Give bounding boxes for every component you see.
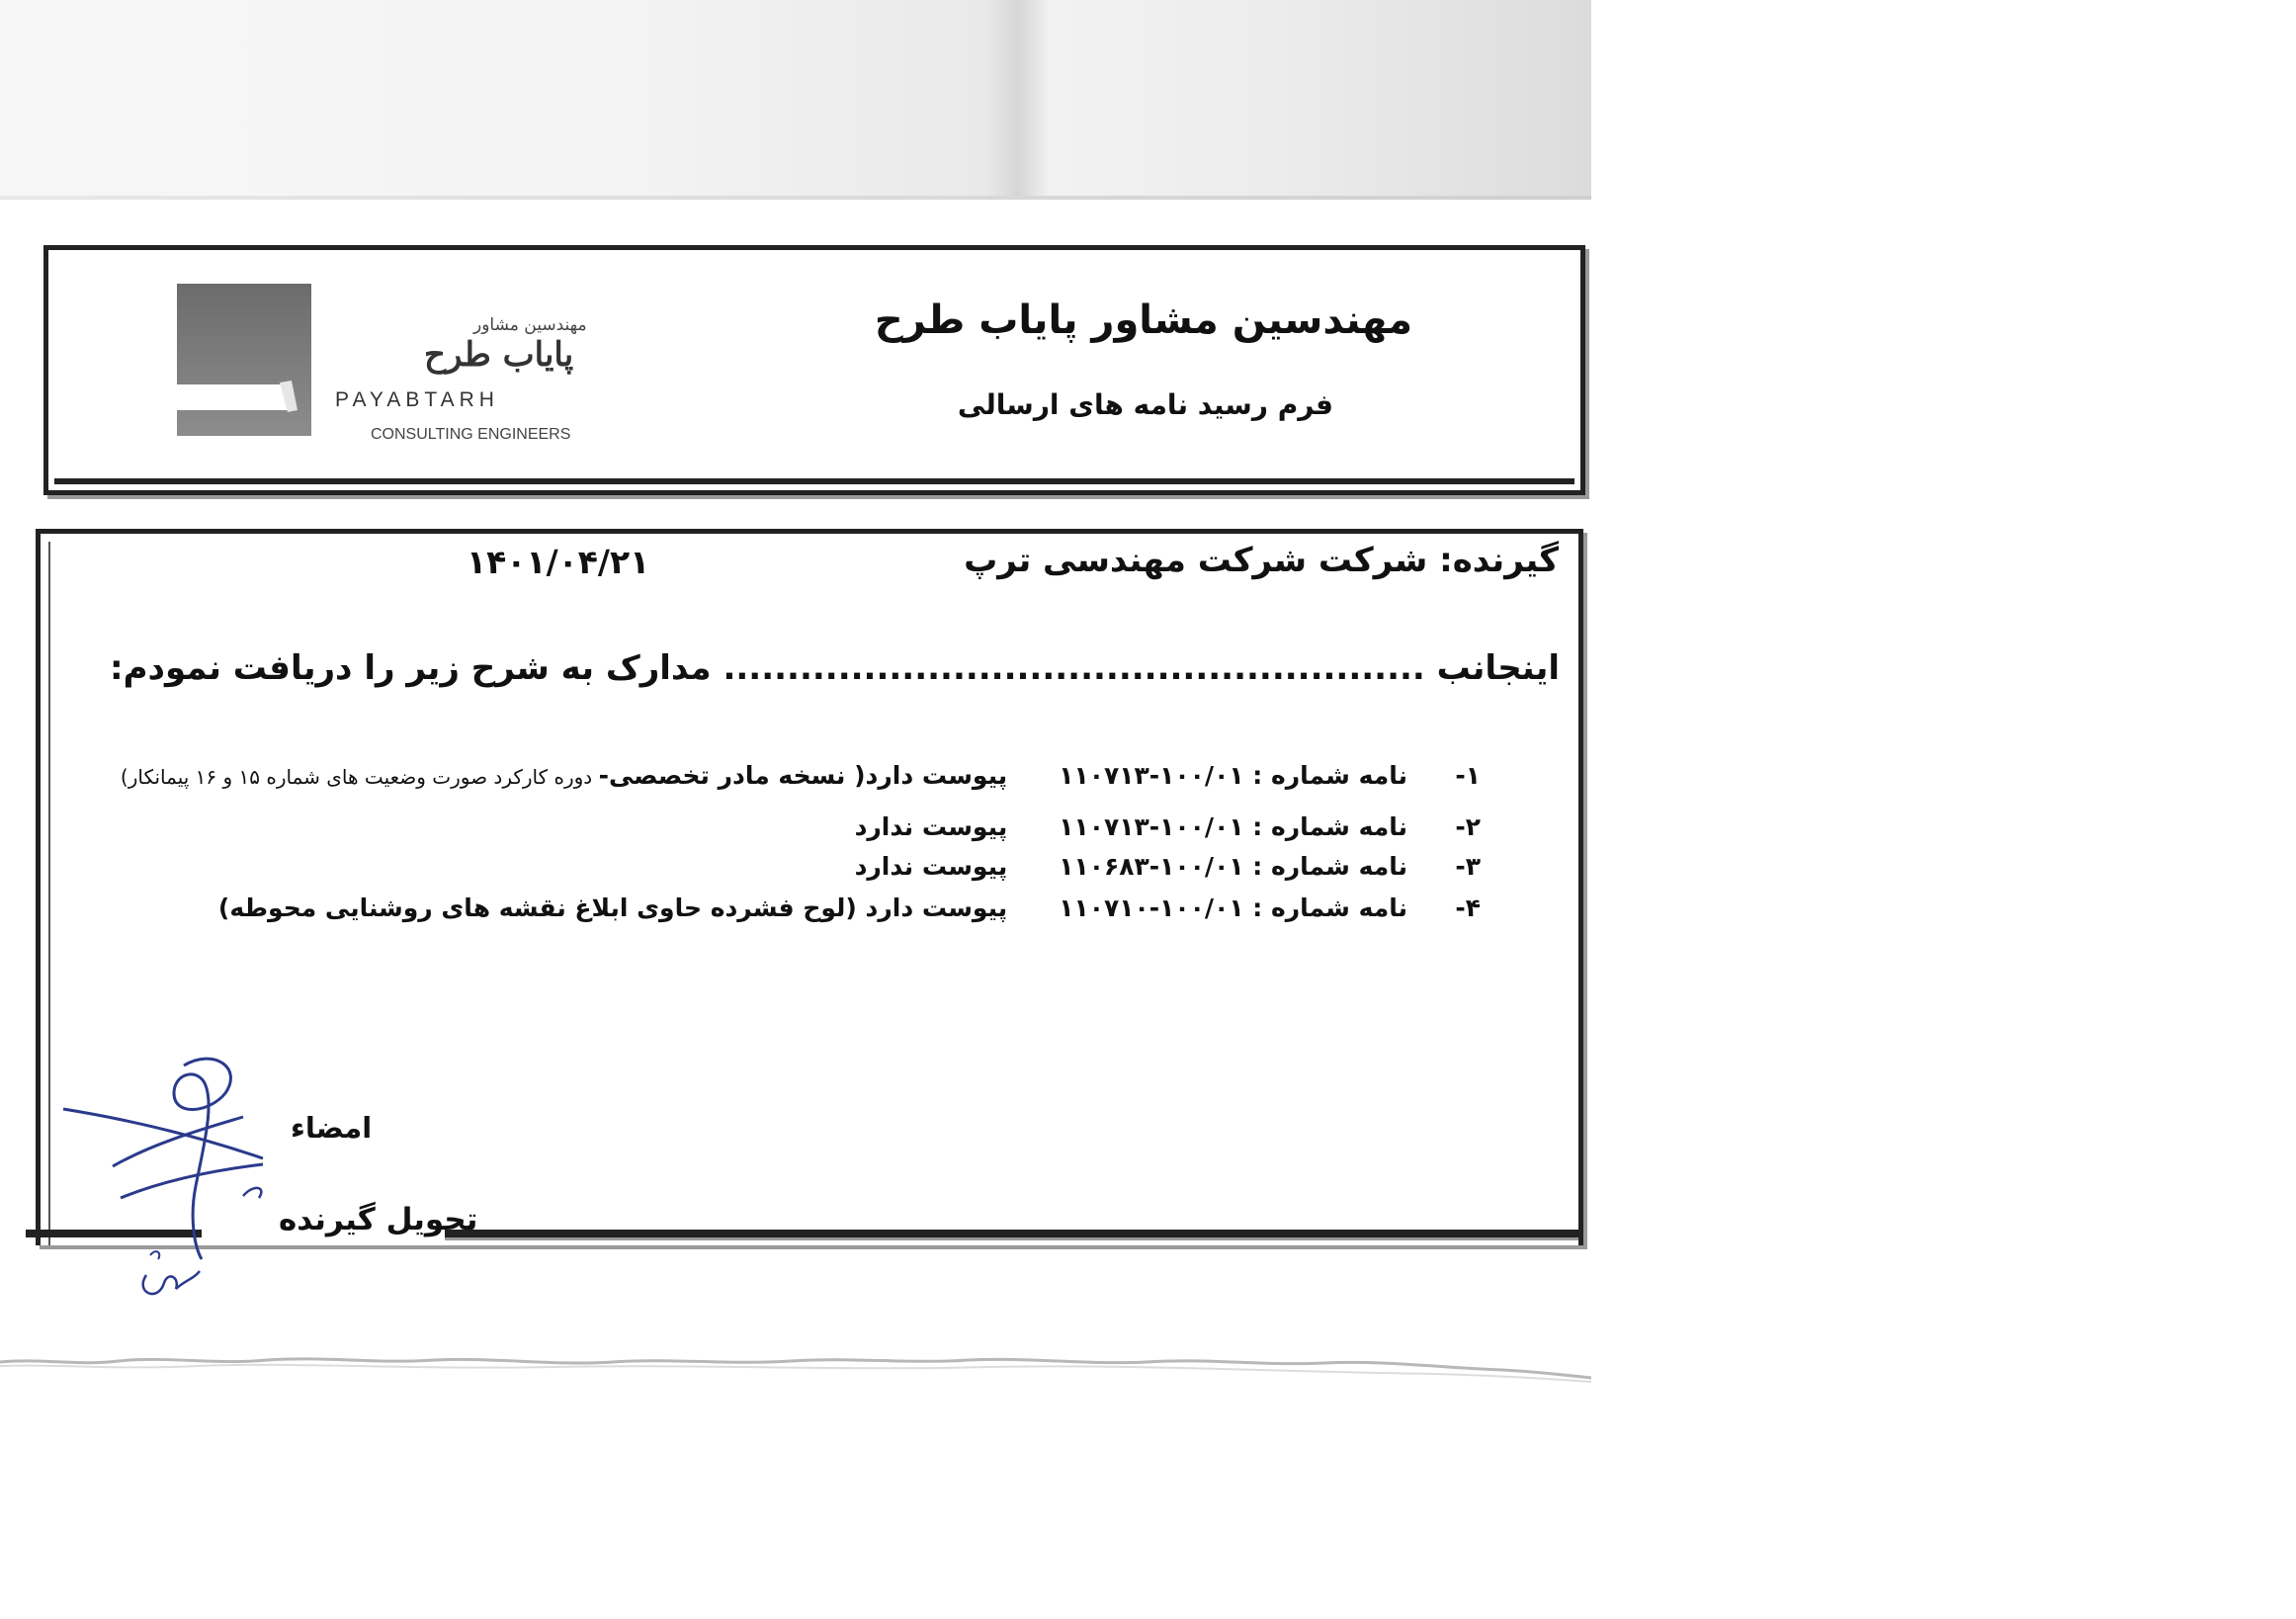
item-attachment: پیوست دارد( نسخه مادر تخصصی-	[598, 761, 1008, 790]
list-item	[121, 761, 1481, 790]
intro-line: اینجانب ....................................................... مدارک به شرح زیر را دریافت نمودم:	[110, 648, 1560, 688]
letterhead-box	[43, 245, 1585, 495]
item-index: ۴-	[1455, 894, 1481, 922]
item-attachment: پیوست دارد (لوح فشرده حاوی ابلاغ نقشه های روشنایی محوطه)	[217, 894, 1008, 922]
payabtarh-logo-icon	[177, 284, 311, 436]
recipient-line: گیرنده: شرکت شرکت مهندسی ترپ	[964, 541, 1559, 580]
company-title: مهندسین مشاور پایاب طرح	[874, 298, 1412, 343]
list-item	[855, 812, 1481, 841]
logo-persian-name: پایاب طرح	[424, 335, 574, 375]
item-letter-number: نامه شماره : ۱۰۰/۰۱-۱۱۰۷۱۰	[1059, 894, 1407, 922]
item-index: ۲-	[1455, 812, 1481, 841]
handwritten-signature-icon	[55, 1048, 293, 1305]
body-bottom-border-right	[445, 1230, 1578, 1237]
scan-top-margin	[0, 0, 1591, 196]
item-letter-number: نامه شماره : ۱۰۰/۰۱-۱۱۰۷۱۳	[1059, 812, 1407, 841]
logo-english-name: PAYABTARH	[335, 388, 499, 411]
item-index: ۱-	[1455, 761, 1481, 790]
item-index: ۳-	[1455, 852, 1481, 881]
form-title: فرم رسید نامه های ارسالی	[957, 388, 1333, 421]
signature-label: امضاء	[291, 1111, 373, 1145]
date: ۱۴۰۱/۰۴/۲۱	[467, 543, 650, 581]
list-item	[218, 894, 1481, 922]
torn-paper-edge	[0, 1350, 1591, 1396]
logo-english-subtitle: CONSULTING ENGINEERS	[371, 426, 571, 443]
list-item	[855, 852, 1481, 881]
scan-paper-edge	[0, 196, 1591, 200]
item-letter-number: نامه شماره : ۱۰۰/۰۱-۱۱۰۷۱۳	[1059, 761, 1407, 790]
item-letter-number: نامه شماره : ۱۰۰/۰۱-۱۱۰۶۸۳	[1059, 852, 1407, 881]
item-note: دوره کارکرد صورت وضعیت های شماره ۱۵ و ۱۶ پیمانکار)	[120, 765, 599, 789]
logo-persian-subtitle: مهندسین مشاور	[473, 315, 587, 335]
receiver-label: تحویل گیرنده	[279, 1202, 478, 1237]
item-attachment: پیوست ندارد	[854, 852, 1008, 881]
item-attachment: پیوست ندارد	[854, 812, 1008, 841]
